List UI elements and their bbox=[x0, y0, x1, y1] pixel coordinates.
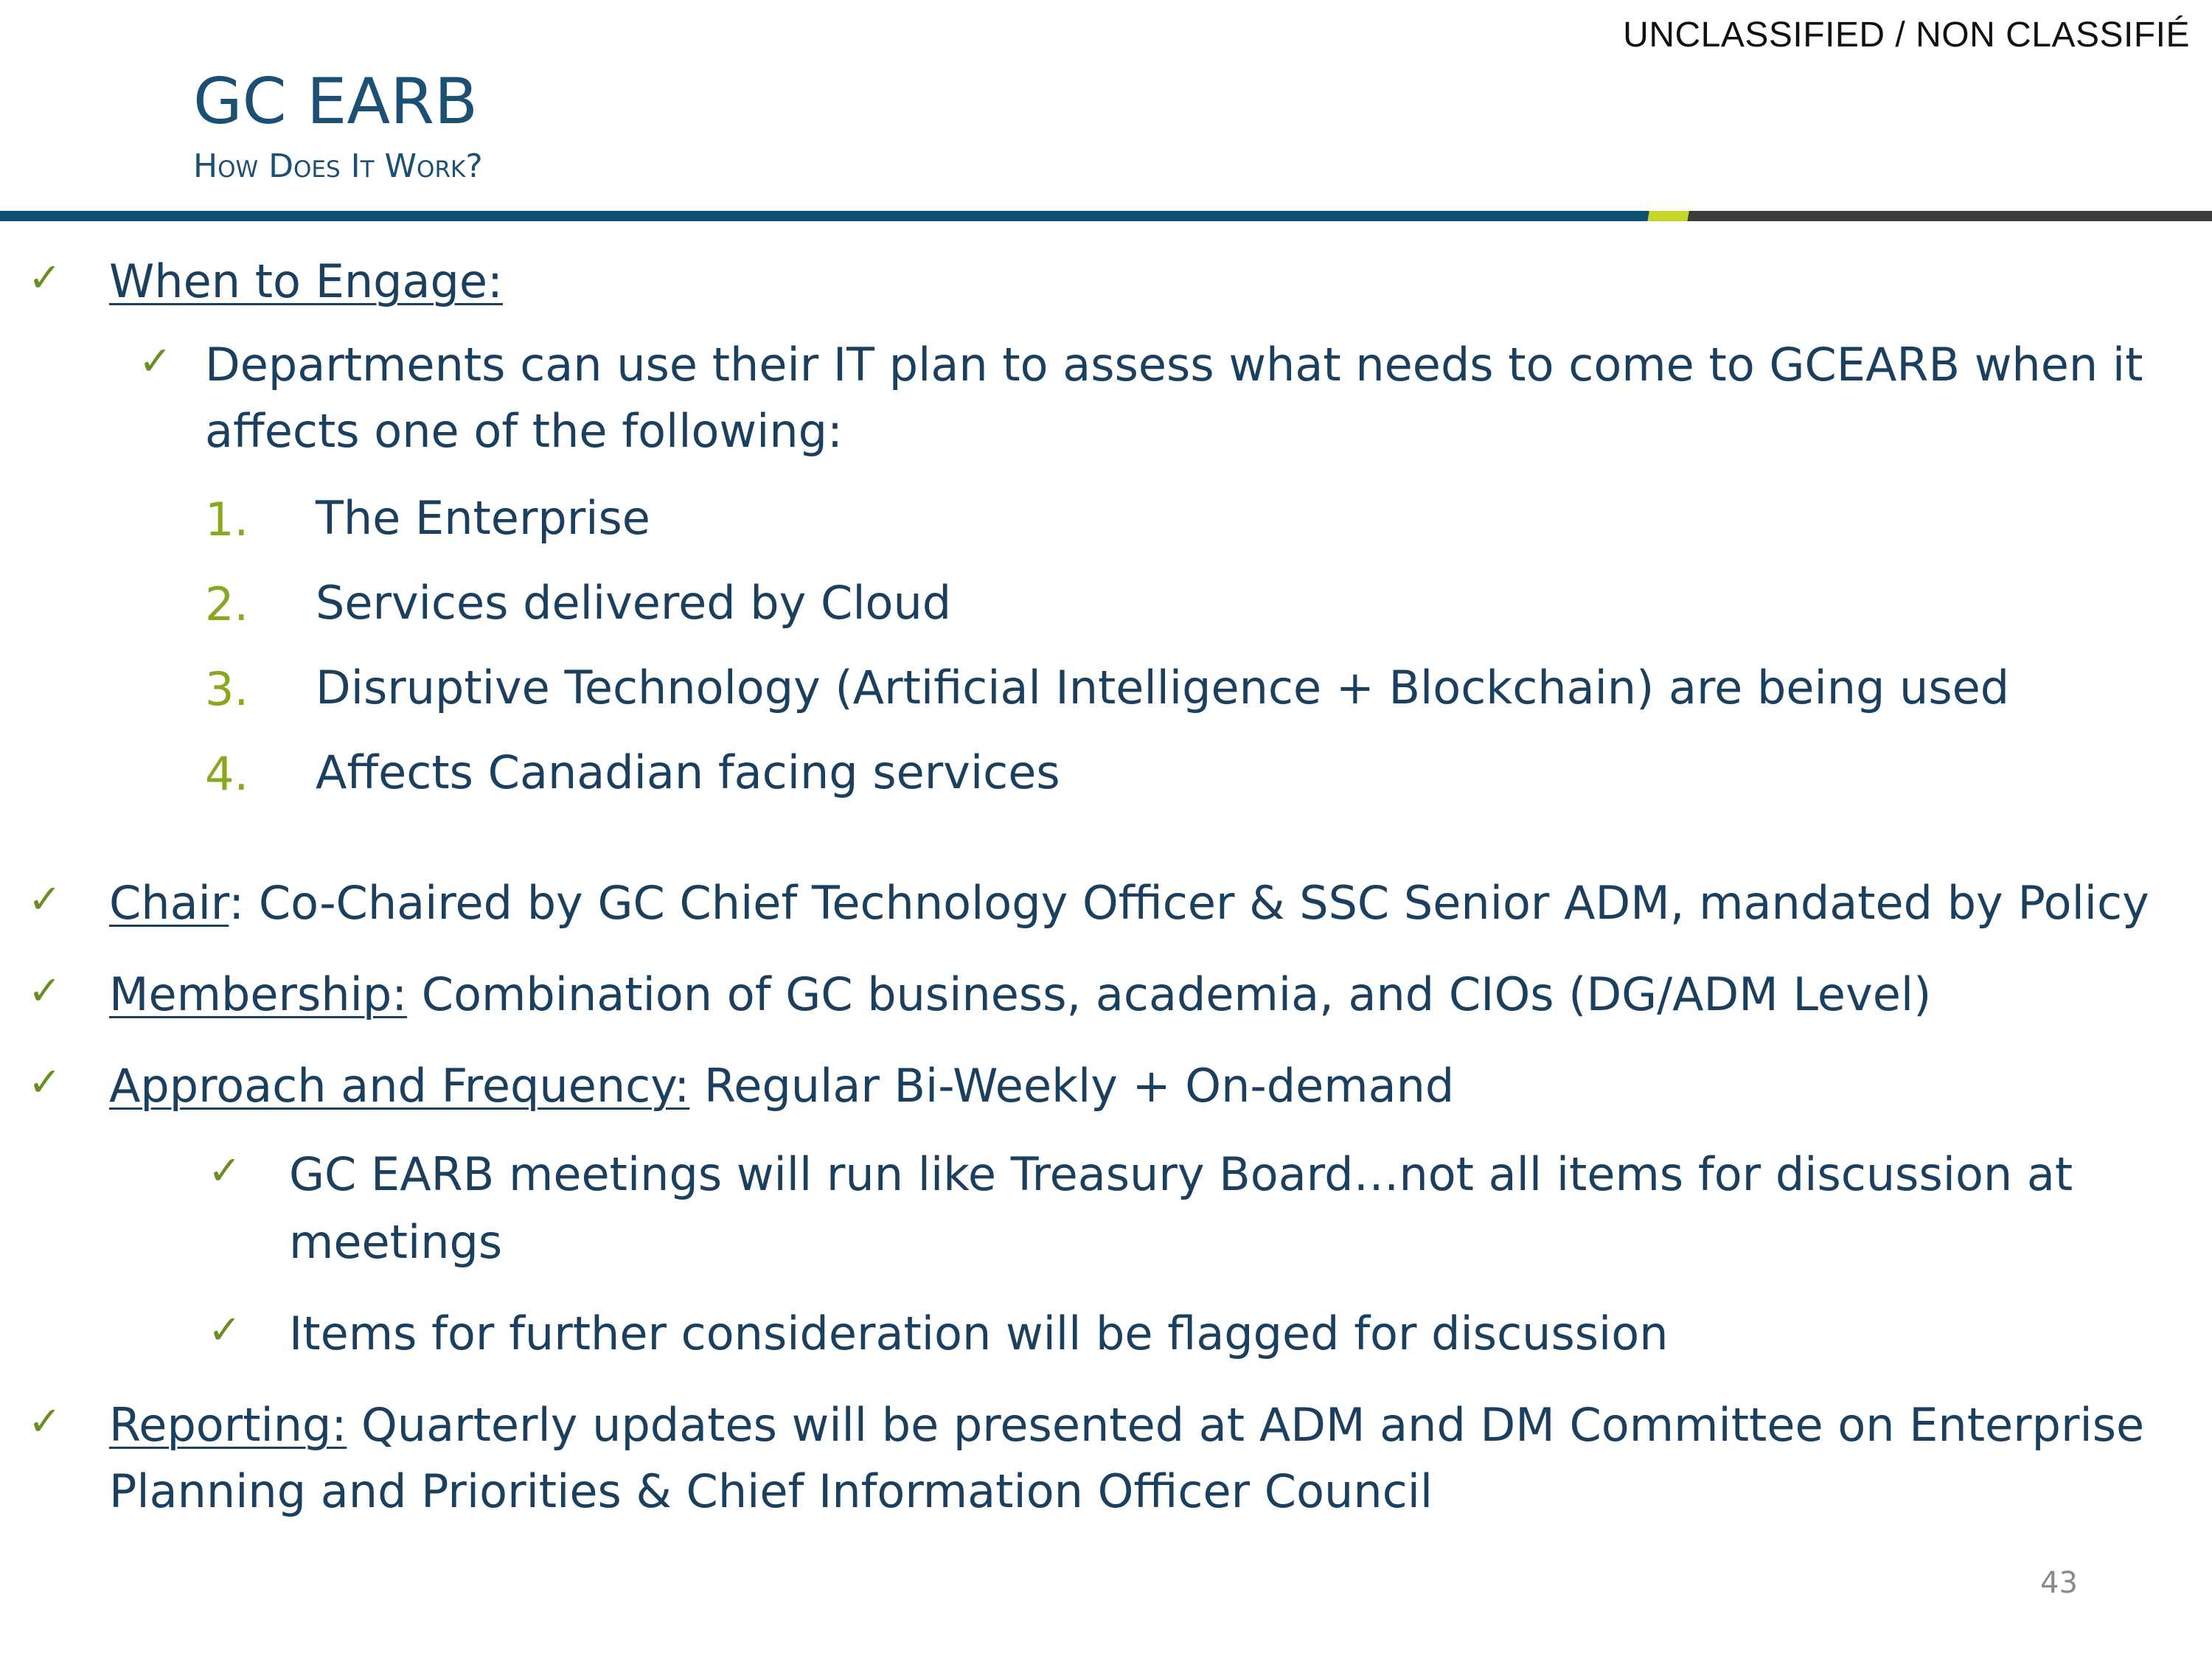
page-number: 43 bbox=[2040, 1566, 2078, 1600]
reporting-label: Reporting: bbox=[109, 1398, 347, 1452]
list-item: Disruptive Technology (Artificial Intelligence + Blockchain) are being used bbox=[316, 661, 2010, 714]
reporting-line-1 bbox=[109, 1392, 2144, 1458]
check-icon: ✓ bbox=[28, 1398, 62, 1444]
approach-sub-1-line-1: GC EARB meetings will run like Treasury Board…not all items for discussion at bbox=[289, 1147, 2073, 1201]
approach-label: Approach and Frequency: bbox=[109, 1059, 690, 1113]
slide-subtitle: How Does It Work? bbox=[193, 147, 483, 185]
membership-text: Combination of GC business, academia, and CIOs (DG/ADM Level) bbox=[407, 967, 1932, 1021]
membership-label: Membership: bbox=[109, 967, 408, 1021]
chair-line bbox=[109, 870, 2149, 936]
check-icon: ✓ bbox=[28, 254, 62, 301]
approach-sub-1-line-2: meetings bbox=[289, 1215, 503, 1269]
engage-sub-line-1: Departments can use their IT plan to assess what needs to come to GCEARB when it bbox=[205, 338, 2143, 392]
classification-label: UNCLASSIFIED / NON CLASSIFIÉ bbox=[1623, 15, 2190, 55]
check-icon: ✓ bbox=[208, 1147, 242, 1194]
chair-label: Chair bbox=[109, 876, 229, 930]
engage-heading bbox=[109, 248, 503, 315]
list-number: 4. bbox=[205, 747, 249, 801]
engage-sub-line-2: affects one of the following: bbox=[205, 404, 843, 458]
header-rule bbox=[0, 211, 2212, 221]
list-number: 2. bbox=[205, 577, 249, 631]
chair-text: : Co-Chaired by GC Chief Technology Officer & SSC Senior ADM, mandated by Policy bbox=[229, 876, 2149, 930]
reporting-text: Quarterly updates will be presented at ADM and DM Committee on Enterprise bbox=[347, 1398, 2145, 1452]
approach-text: Regular Bi-Weekly + On-demand bbox=[689, 1059, 1455, 1113]
check-icon: ✓ bbox=[139, 338, 173, 384]
list-item: Services delivered by Cloud bbox=[316, 576, 952, 630]
check-icon: ✓ bbox=[28, 967, 62, 1014]
list-item: The Enterprise bbox=[316, 491, 650, 545]
list-item: Affects Canadian facing services bbox=[316, 745, 1060, 799]
membership-line bbox=[109, 961, 1931, 1028]
list-number: 3. bbox=[205, 662, 249, 716]
check-icon: ✓ bbox=[28, 1059, 62, 1105]
list-number: 1. bbox=[205, 493, 249, 546]
check-icon: ✓ bbox=[208, 1307, 242, 1353]
check-icon: ✓ bbox=[28, 876, 62, 922]
reporting-line-2: Planning and Priorities & Chief Information Officer Council bbox=[109, 1464, 1433, 1518]
engage-label: When to Engage: bbox=[109, 254, 503, 308]
slide-title: GC EARB bbox=[193, 65, 478, 139]
approach-line bbox=[109, 1053, 1454, 1119]
approach-sub-2: Items for further consideration will be flagged for discussion bbox=[289, 1307, 1669, 1360]
